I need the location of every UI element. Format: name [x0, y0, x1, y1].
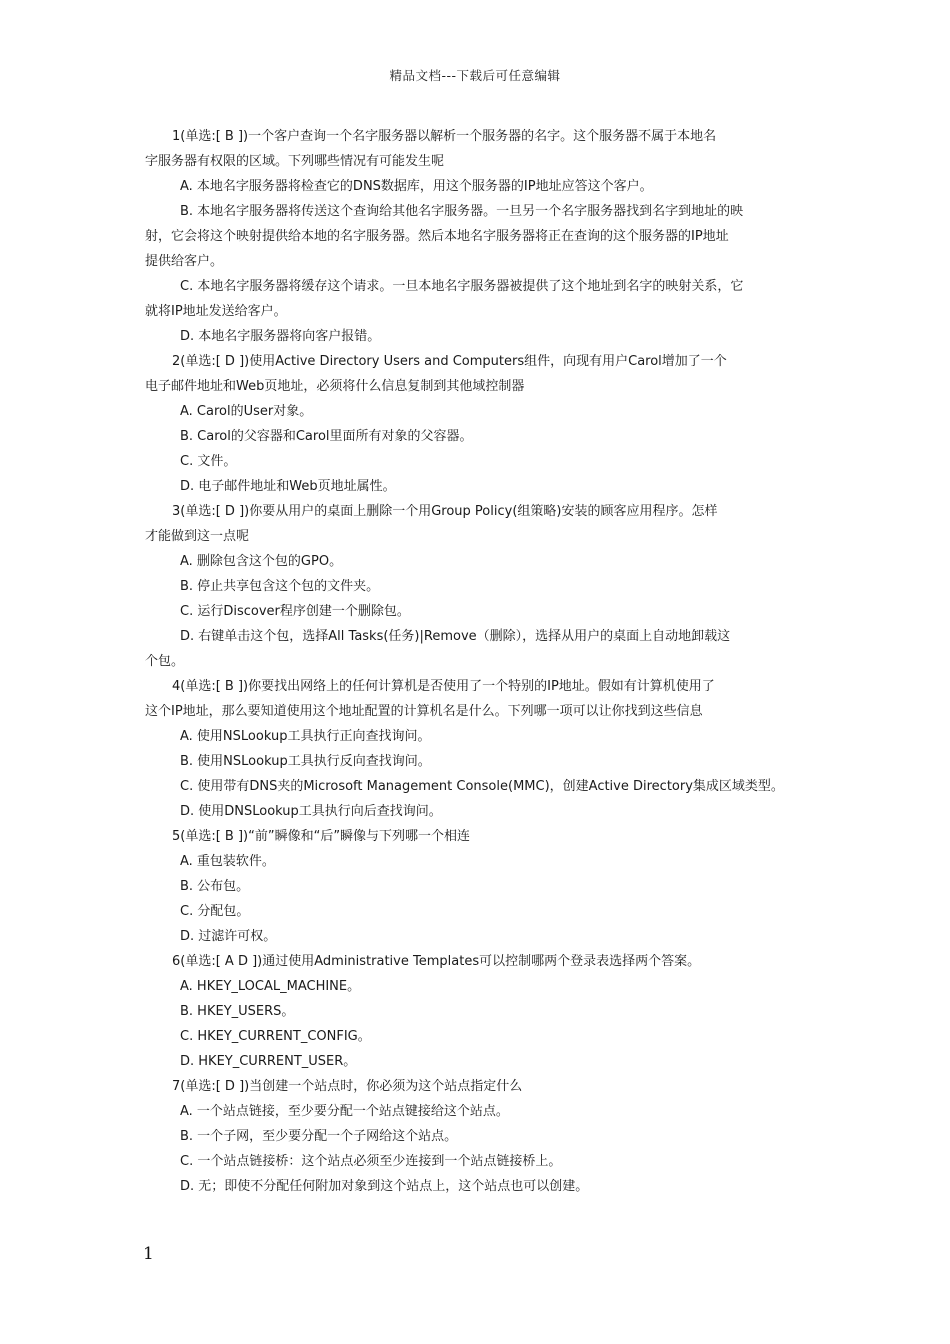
option-line: C. HKEY_CURRENT_CONFIG。 — [180, 1029, 371, 1044]
question-line: 3(单选:[ D ])你要从用户的桌面上删除一个用Group Policy(组策略)安装的顾客应用程序。怎样 — [172, 504, 718, 519]
document-body — [145, 124, 810, 1199]
question-line: 6(单选:[ A D ])通过使用Administrative Templates可以控制哪两个登录表选择两个答案。 — [172, 954, 701, 969]
page-header: 精品文档---下载后可任意编辑 — [389, 68, 561, 83]
option-line: D. 无；即使不分配任何附加对象到这个站点上，这个站点也可以创建。 — [180, 1179, 589, 1194]
option-line: B. 本地名字服务器将传送这个查询给其他名字服务器。一旦另一个名字服务器找到名字到地址的映 — [180, 204, 744, 219]
option-line: D. 过滤许可权。 — [180, 929, 277, 944]
option-line: C. 文件。 — [180, 454, 237, 469]
continuation-line: 电子邮件地址和Web页地址，必须将什么信息复制到其他域控制器 — [145, 379, 525, 394]
option-line: A. 使用NSLookup工具执行正向查找询问。 — [180, 729, 431, 744]
option-line: B. 一个子网，至少要分配一个子网给这个站点。 — [180, 1129, 458, 1144]
option-line: C. 分配包。 — [180, 904, 250, 919]
option-line: B. 公布包。 — [180, 879, 250, 894]
option-line: A. HKEY_LOCAL_MACHINE。 — [180, 979, 361, 994]
option-line: D. 电子邮件地址和Web页地址属性。 — [180, 479, 396, 494]
continuation-line: 提供给客户。 — [145, 254, 224, 269]
continuation-line: 字服务器有权限的区域。下列哪些情况有可能发生呢 — [145, 154, 445, 169]
option-line: C. 运行Discover程序创建一个删除包。 — [180, 604, 410, 619]
question-line: 2(单选:[ D ])使用Active Directory Users and Computers组件，向现有用户Carol增加了一个 — [172, 354, 727, 369]
continuation-line: 个包。 — [145, 654, 185, 669]
continuation-line: 才能做到这一点呢 — [145, 529, 250, 544]
continuation-line: 射，它会将这个映射提供给本地的名字服务器。然后本地名字服务器将正在查询的这个服务器的IP地址 — [145, 229, 729, 244]
option-line: C. 使用带有DNS夹的Microsoft Management Console(MMC)，创建Active Directory集成区域类型。 — [180, 779, 784, 794]
question-line: 1(单选:[ B ])一个客户查询一个名字服务器以解析一个服务器的名字。这个服务器不属于本地名 — [172, 129, 717, 144]
question-line: 7(单选:[ D ])当创建一个站点时，你必须为这个站点指定什么 — [172, 1079, 523, 1094]
option-line: C. 本地名字服务器将缓存这个请求。一旦本地名字服务器被提供了这个地址到名字的映射关系，它 — [180, 279, 744, 294]
option-line: D. HKEY_CURRENT_USER。 — [180, 1054, 357, 1069]
continuation-line: 这个IP地址，那么要知道使用这个地址配置的计算机名是什么。下列哪一项可以让你找到这些信息 — [145, 704, 703, 719]
question-line: 5(单选:[ B ])“前”瞬像和“后”瞬像与下列哪一个相连 — [172, 829, 471, 844]
continuation-line: 就将IP地址发送给客户。 — [145, 304, 287, 319]
option-line: D. 使用DNSLookup工具执行向后查找询问。 — [180, 804, 442, 819]
option-line: C. 一个站点链接桥：这个站点必须至少连接到一个站点链接桥上。 — [180, 1154, 562, 1169]
option-line: D. 右键单击这个包，选择All Tasks(任务)|Remove（删除），选择从用户的桌面上自动地卸载这 — [180, 629, 731, 644]
option-line: A. 本地名字服务器将检查它的DNS数据库，用这个服务器的IP地址应答这个客户。 — [180, 179, 653, 194]
option-line: D. 本地名字服务器将向客户报错。 — [180, 329, 381, 344]
option-line: B. 使用NSLookup工具执行反向查找询问。 — [180, 754, 431, 769]
option-line: A. 重包装软件。 — [180, 854, 275, 869]
option-line: A. 一个站点链接，至少要分配一个站点键接给这个站点。 — [180, 1104, 509, 1119]
option-line: B. Carol的父容器和Carol里面所有对象的父容器。 — [180, 429, 473, 444]
option-line: B. HKEY_USERS。 — [180, 1004, 295, 1019]
option-line: A. 删除包含这个包的GPO。 — [180, 554, 343, 569]
question-line: 4(单选:[ B ])你要找出网络上的任何计算机是否使用了一个特别的IP地址。假如有计算机使用了 — [172, 679, 715, 694]
page-number: 1 — [143, 1244, 154, 1264]
option-line: B. 停止共享包含这个包的文件夹。 — [180, 579, 380, 594]
option-line: A. Carol的User对象。 — [180, 404, 313, 419]
